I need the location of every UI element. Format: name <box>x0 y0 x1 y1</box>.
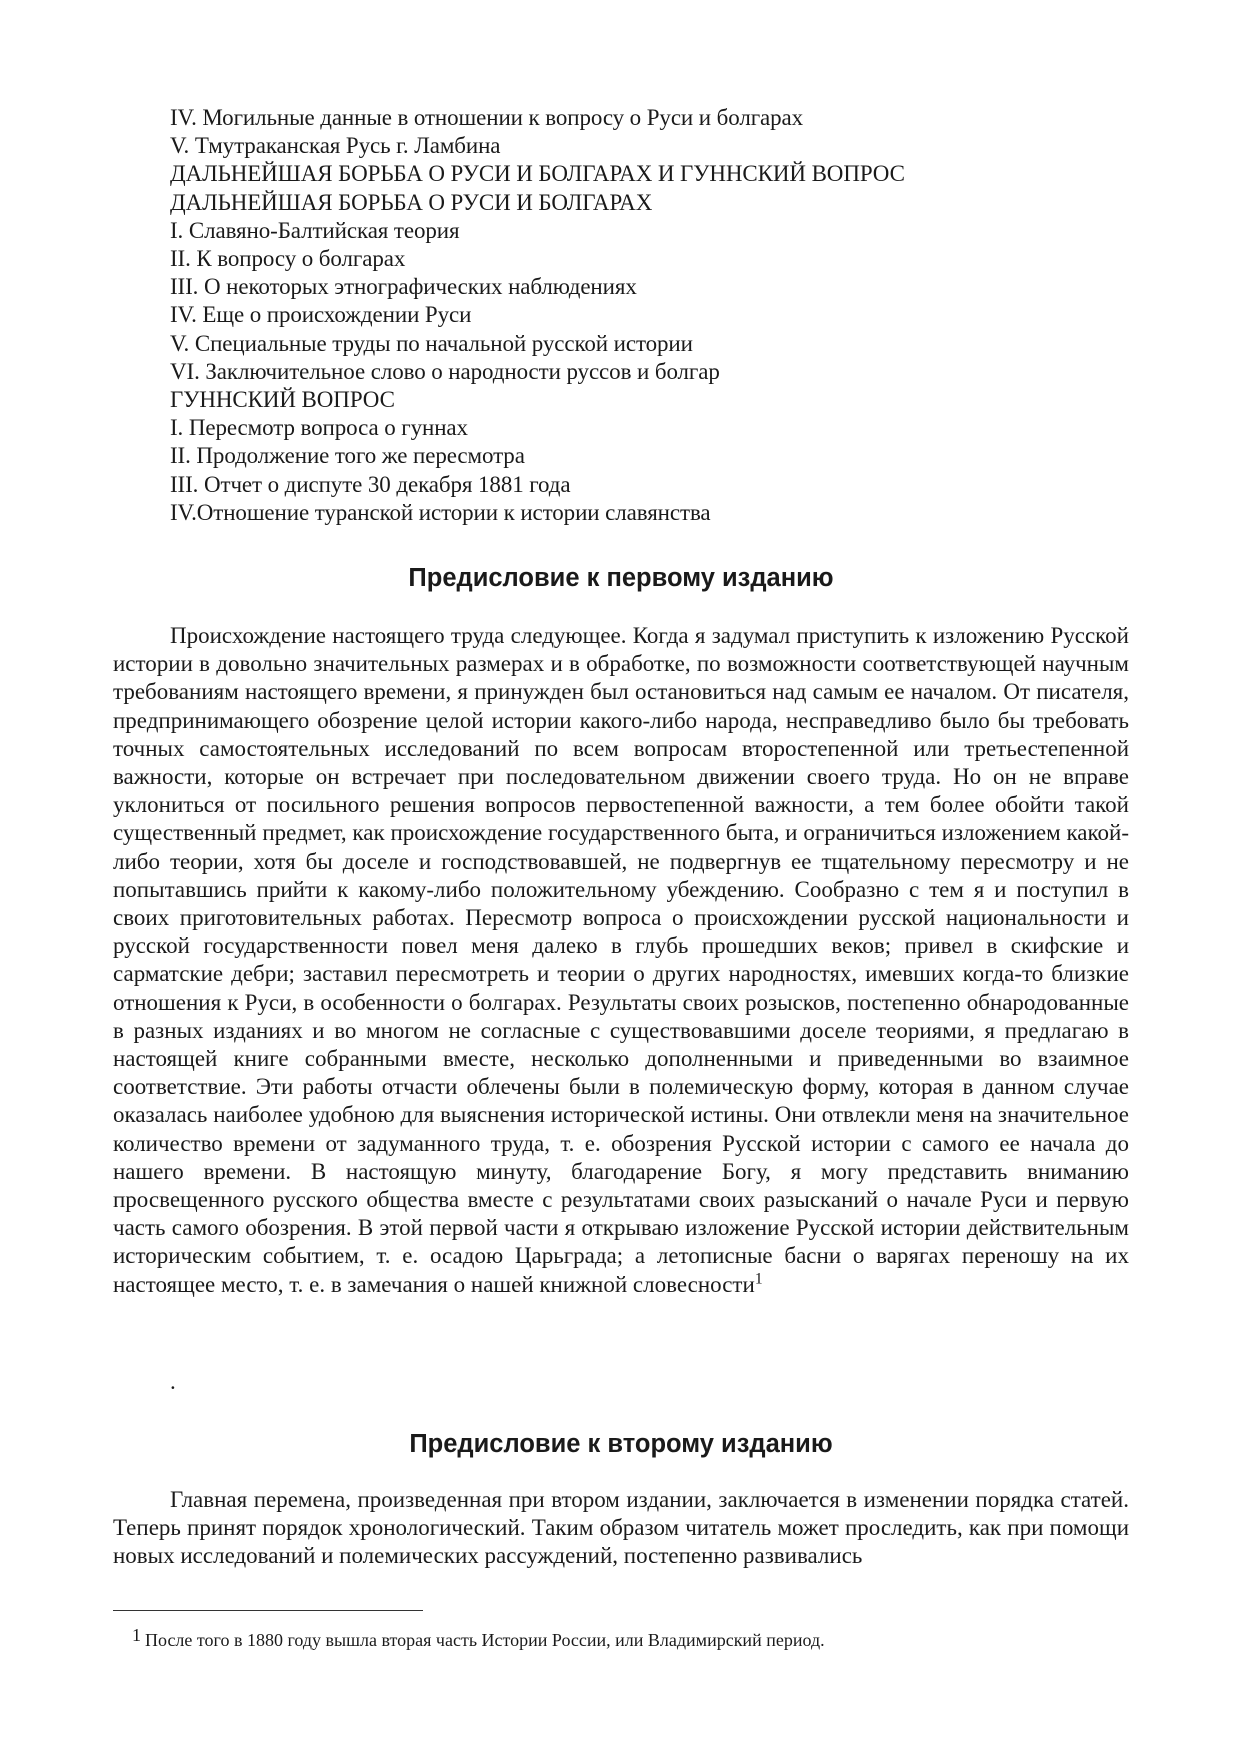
preface-first-edition-title: Предисловие к первому изданию <box>408 564 834 592</box>
preface-first-edition-text <box>113 622 1129 1299</box>
footnote-separator <box>113 1610 423 1611</box>
preface-first-edition-body: Происхождение настоящего труда следующее. Когда я задумал приступить к изложению Русской истории в довольно значительных размерах и в обработке, по возможности соответствующей научным требованиям настоящего времени, я принужден был остановиться над самым ее началом. От писателя, предпринимающего обозрение целой истории какого-либо народа, несправедливо было бы требовать точных самостоятельных исследований по всем вопросам второстепенной или третьестепенной важности, которые он встречает при последовательном движении своего труда. Но он не вправе уклониться от посильного решения вопросов первостепенной важности, а тем более обойти такой существенный предмет, как происхождение государственного быта, и ограничиться изложением какой-либо теории, хотя бы доселе и господствовавшей, не подвергнув ее тщательному пересмотру и не попытавшись прийти к какому-либо положительному убеждению. Сообразно с тем я и поступил в своих приготовительных работах. Пересмотр вопроса о происхождении русской национальности и русской государственности повел меня далеко в глубь прошедших веков; привел в скифские и сарматские дебри; заставил пересмотреть и теории о других народностях, имевших когда-то близкие отношения к Руси, в особенности о болгарах. Результаты своих розысков, постепенно обнародованные в разных изданиях и во многом не согласные с существовавшими доселе теориями, я предлагаю в настоящей книге собранными вместе, несколько дополненными и приведенными во взаимное соответствие. Эти работы отчасти облечены были в полемическую форму, которая в данном случае оказалась наиболее удобною для выяснения исторической истины. Они отвлекли меня на значительное количество времени от задуманного труда, т. е. обозрения Русской истории с самого ее начала до нашего времени. В настоящую минуту, благодарение Богу, я могу представить вниманию просвещенного русского общества вместе с результатами своих разысканий о начале Руси и первую часть самого обозрения. В этой первой части я открываю изложение Русской истории действительным историческим событием, т. е. осадою Царьграда; а летописные басни о варягах переношу на их настоящее место, т. е. в замечания о нашей книжной словесности <box>113 623 1129 1297</box>
footnote-mark: 1 <box>132 1625 141 1645</box>
preface-second-edition-title: Предисловие к второму изданию <box>409 1430 833 1458</box>
toc-item: V. Тмутраканская Русь г. Ламбина <box>170 133 501 159</box>
toc-item: II. Продолжение того же пересмотра <box>170 443 525 469</box>
toc-item: IV. Еще о происхождении Руси <box>170 302 472 328</box>
preface-second-edition-text: Главная перемена, произведенная при втором издании, заключается в изменении порядка статей. Теперь принят порядок хронологический. Таким образом читатель может проследить, как при помощи новых исследований и полемических рассуждений, постепенно развивались <box>113 1487 1129 1569</box>
toc-item: ДАЛЬНЕЙШАЯ БОРЬБА О РУСИ И БОЛГАРАХ И ГУННСКИЙ ВОПРОС <box>170 161 905 187</box>
toc-item: I. Пересмотр вопроса о гуннах <box>170 415 468 441</box>
toc-item: III. О некоторых этнографических наблюдениях <box>170 274 637 300</box>
toc-item: II. К вопросу о болгарах <box>170 246 406 272</box>
toc-item: V. Специальные труды по начальной русской истории <box>170 330 693 356</box>
paragraph-trailing-period: . <box>170 1369 176 1394</box>
toc-item: III. Отчет о диспуте 30 декабря 1881 года <box>170 471 571 497</box>
toc-item: ГУННСКИЙ ВОПРОС <box>170 387 395 413</box>
toc-item: I. Славяно-Балтийская теория <box>170 217 460 243</box>
table-of-contents <box>170 104 1130 527</box>
toc-item: ДАЛЬНЕЙШАЯ БОРЬБА О РУСИ И БОЛГАРАХ <box>170 189 653 215</box>
toc-item: IV. Могильные данные в отношении к вопросу о Руси и болгарах <box>170 105 804 130</box>
toc-item: IV.Отношение туранской истории к истории славянства <box>170 499 711 525</box>
footnote <box>132 1622 1132 1653</box>
footnote-reference[interactable]: 1 <box>754 1270 763 1288</box>
footnote-text: После того в 1880 году вышла вторая часть Истории России, или Владимирский период. <box>145 1630 825 1650</box>
toc-item: VI. Заключительное слово о народности руссов и болгар <box>170 358 720 384</box>
